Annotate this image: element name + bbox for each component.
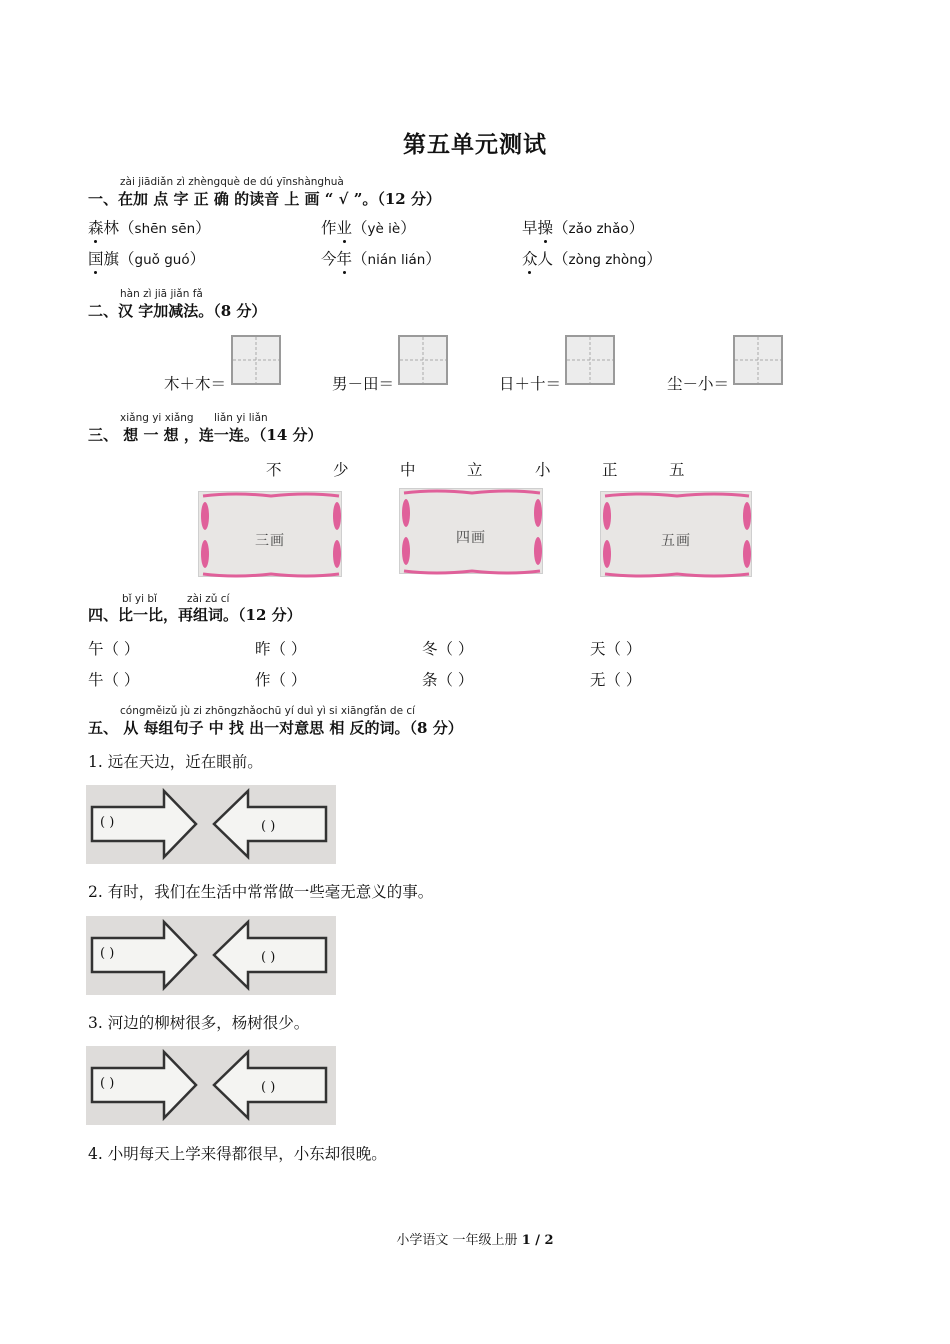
s2-equation-2: 男－田＝ — [332, 375, 395, 393]
sentence-3: 3. 河边的柳树很多，杨树很少。 — [88, 1014, 310, 1032]
footer-text: 小学语文 一年级上册 — [396, 1233, 522, 1248]
match-char[interactable]: 五 — [669, 461, 685, 479]
answer-grid-box[interactable] — [733, 335, 783, 385]
paren-close: ） — [195, 219, 211, 237]
dotted-char: 业 — [336, 219, 353, 237]
pinyin-options: guǒ guó — [134, 252, 190, 268]
section4-pinyin-2: zài zǔ cí — [187, 593, 230, 605]
page-footer — [0, 1229, 950, 1248]
s1-item-text: （ — [352, 250, 368, 268]
compare-word-item[interactable]: 昨（ ） — [255, 640, 307, 658]
compare-word-item[interactable]: 天（ ） — [590, 640, 642, 658]
s1-item-text: （ — [352, 219, 368, 237]
compare-word-item[interactable]: 午（ ） — [88, 640, 140, 658]
s1-item-text: 旗（ — [103, 250, 135, 268]
s1-item-4 — [88, 247, 205, 269]
dotted-char: 森 — [88, 219, 104, 237]
pinyin-options: shēn sēn — [134, 221, 196, 237]
compare-word-item[interactable]: 作（ ） — [255, 671, 307, 689]
paren-close: ） — [400, 219, 416, 237]
sentence-1: 1. 远在天边，近在眼前。 — [88, 753, 263, 771]
s1-item-1 — [88, 216, 211, 238]
dotted-char: 操 — [537, 219, 554, 237]
answer-blank-right[interactable]: ( ) — [261, 1080, 276, 1095]
match-char[interactable]: 中 — [400, 461, 416, 479]
compare-word-item[interactable]: 条（ ） — [422, 671, 474, 689]
s1-item-3 — [522, 216, 644, 238]
section5-pinyin: cóngměizǔ jù zi zhōngzhǎochū yí duì yì si xiāngfǎn de cí — [120, 705, 416, 717]
s1-item-6 — [522, 247, 662, 269]
s1-item-prefix: 早 — [522, 219, 538, 237]
s1-item-text: 林（ — [103, 219, 135, 237]
answer-blank-left[interactable]: ( ) — [100, 815, 115, 830]
match-char[interactable]: 正 — [602, 461, 618, 479]
section1-pinyin: zài jiādiǎn zì zhèngquè de dú yīnshànghuà — [120, 176, 344, 188]
answer-blank-right[interactable]: ( ) — [261, 950, 276, 965]
s1-item-text: （ — [553, 219, 569, 237]
answer-grid-box[interactable] — [231, 335, 281, 385]
section3-pinyin-1: xiǎng yi xiǎng — [120, 412, 194, 424]
answer-blank-left[interactable]: ( ) — [100, 946, 115, 961]
paren-close: ） — [189, 250, 206, 268]
answer-grid-box[interactable] — [398, 335, 448, 385]
sentence-2: 2. 有时，我们在生活中常常做一些毫无意义的事。 — [88, 883, 434, 901]
s1-item-prefix: 作 — [321, 219, 337, 237]
stroke-count-card[interactable] — [600, 491, 752, 577]
s2-equation-4: 尘－小＝ — [667, 375, 730, 393]
section3-pinyin-2: liǎn yi liǎn — [214, 412, 268, 424]
antonym-arrows — [86, 785, 336, 864]
s1-item-2 — [321, 216, 416, 238]
section1-heading: 一、在加 点 字 正 确 的读音 上 画 “ √ ”。（12 分） — [88, 190, 441, 208]
stroke-count-card[interactable] — [198, 491, 342, 577]
s2-equation-3: 日＋十＝ — [499, 375, 562, 393]
dotted-char: 众 — [522, 250, 538, 268]
section4-pinyin-1: bǐ yi bǐ — [122, 593, 157, 605]
pinyin-options: nián lián — [367, 252, 426, 268]
section3-heading: 三、 想 一 想 ，连一连。（14 分） — [88, 426, 323, 444]
paren-close: ） — [646, 250, 662, 268]
answer-grid-box[interactable] — [565, 335, 615, 385]
pinyin-options: zòng zhòng — [568, 252, 647, 268]
card-label: 五画 — [661, 533, 691, 549]
section4-heading: 四、比一比，再组词。（12 分） — [88, 606, 302, 624]
section2-pinyin: hàn zì jiā jiǎn fǎ — [120, 288, 203, 300]
s1-item-prefix: 今 — [321, 250, 337, 268]
dotted-char: 年 — [336, 250, 353, 268]
page-number: 1 / 2 — [521, 1233, 554, 1248]
paren-close: ） — [628, 219, 645, 237]
pinyin-options: yè iè — [367, 221, 401, 237]
stroke-count-card[interactable] — [399, 488, 543, 574]
compare-word-item[interactable]: 冬（ ） — [422, 640, 474, 658]
card-label: 三画 — [255, 533, 285, 549]
s2-equation-1: 木＋木＝ — [164, 375, 227, 393]
match-char[interactable]: 少 — [333, 461, 349, 479]
dotted-char: 国 — [88, 250, 104, 268]
paren-close: ） — [425, 250, 441, 268]
antonym-arrows — [86, 1046, 336, 1125]
pinyin-options: zǎo zhǎo — [568, 221, 629, 237]
match-char[interactable]: 立 — [467, 461, 483, 479]
section5-heading: 五、 从 每组句子 中 找 出一对意思 相 反的词。（8 分） — [88, 719, 463, 737]
s1-item-5 — [321, 247, 441, 269]
section2-heading: 二、汉 字加减法。（8 分） — [88, 302, 267, 320]
compare-word-item[interactable]: 牛（ ） — [88, 671, 140, 689]
sentence-4: 4. 小明每天上学来得都很早，小东却很晚。 — [88, 1145, 387, 1163]
match-char[interactable]: 不 — [266, 461, 282, 479]
answer-blank-left[interactable]: ( ) — [100, 1076, 115, 1091]
antonym-arrows — [86, 916, 336, 995]
s1-item-text: 人（ — [537, 250, 569, 268]
compare-word-item[interactable]: 无（ ） — [590, 671, 642, 689]
page-title: 第五单元测试 — [403, 131, 547, 158]
match-char[interactable]: 小 — [535, 461, 551, 479]
card-label: 四画 — [456, 530, 486, 546]
answer-blank-right[interactable]: ( ) — [261, 819, 276, 834]
